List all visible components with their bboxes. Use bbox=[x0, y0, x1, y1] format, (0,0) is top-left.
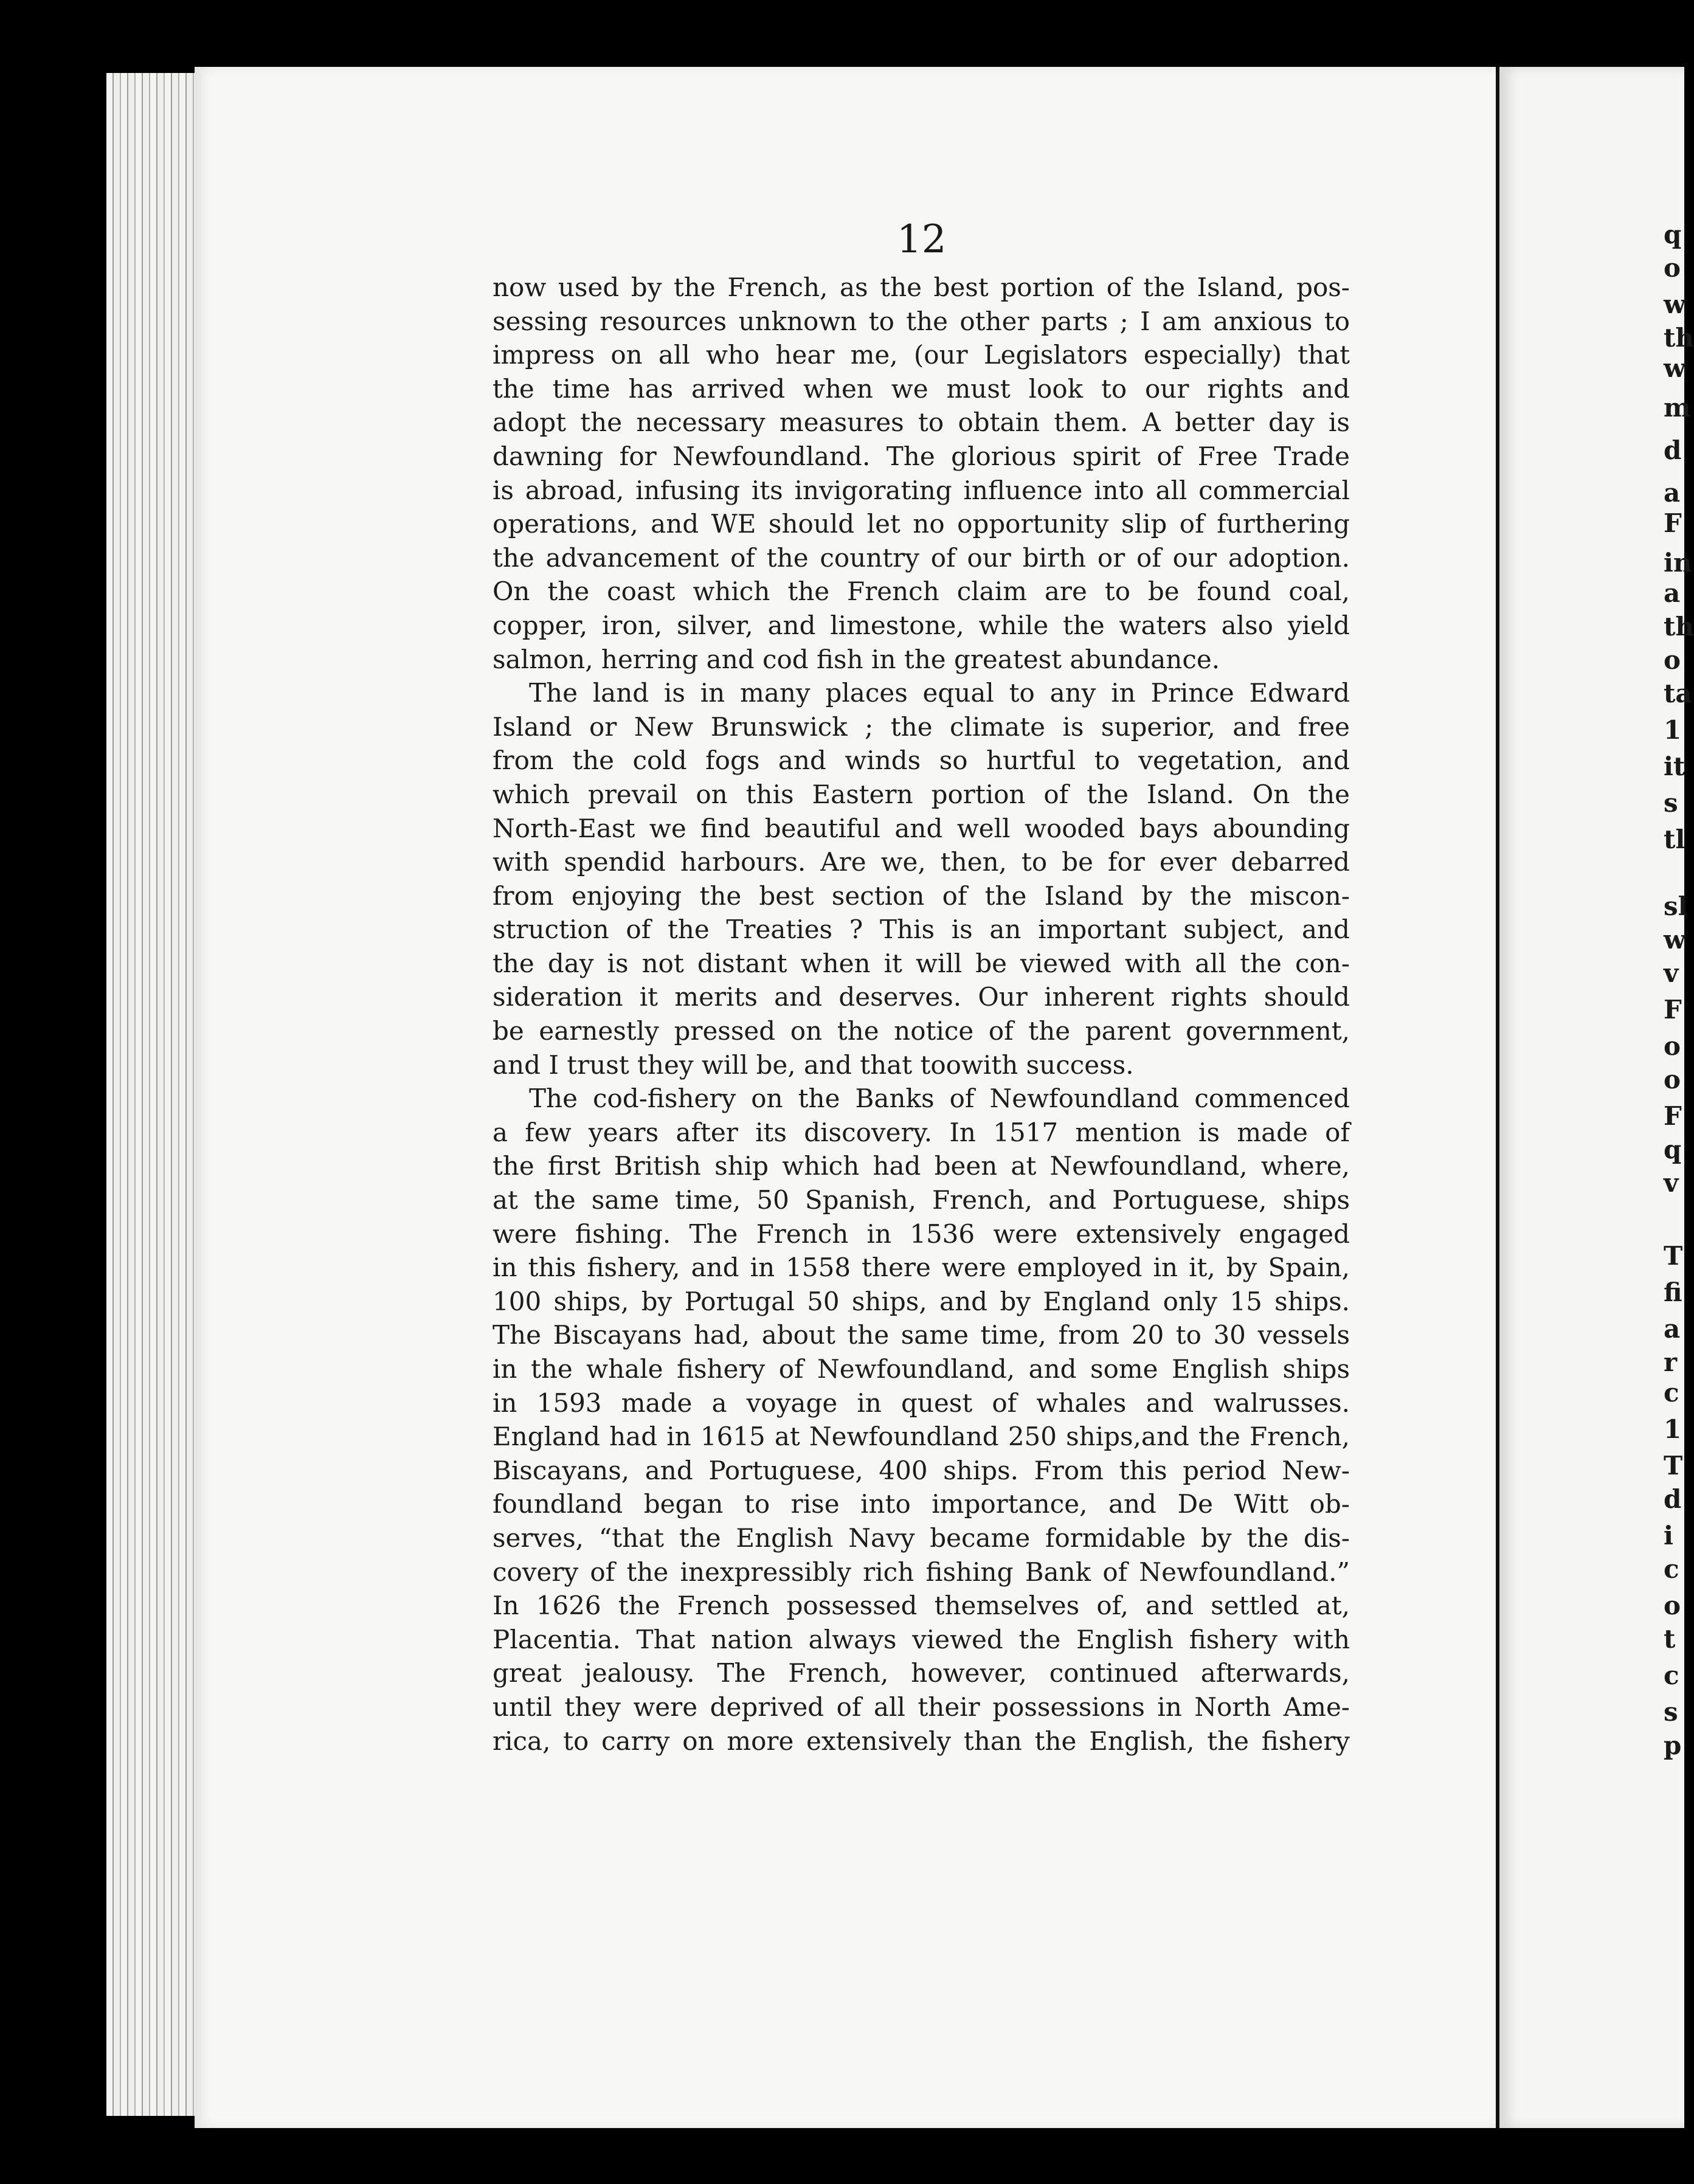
text-line: Biscayans, and Portuguese, 400 ships. From this period New- bbox=[493, 1455, 1350, 1485]
text-line: In 1626 the French possessed themselves of, and settled at, bbox=[493, 1591, 1350, 1621]
text-line: rica, to carry on more extensively than the English, the fishery bbox=[493, 1726, 1350, 1756]
text-line: The Biscayans had, about the same time, from 20 to 30 vessels bbox=[493, 1320, 1350, 1350]
facing-page-fragment: w bbox=[1664, 353, 1686, 383]
facing-page-fragment: v bbox=[1664, 958, 1679, 988]
text-line: operations, and WE should let no opportunity slip of furthering bbox=[493, 509, 1350, 539]
text-line: impress on all who hear me, (our Legislators especially) that bbox=[493, 340, 1350, 370]
facing-page-fragment: th bbox=[1664, 323, 1694, 353]
text-line: be earnestly pressed on the notice of the parent government, bbox=[493, 1016, 1350, 1046]
text-line: in this fishery, and in 1558 there were employed in it, by Spain, bbox=[493, 1253, 1350, 1283]
page-number: 12 bbox=[897, 217, 947, 262]
facing-page-fragment: o bbox=[1664, 1065, 1681, 1094]
text-line: at the same time, 50 Spanish, French, and Portuguese, ships bbox=[493, 1185, 1350, 1215]
facing-page-fragment: c bbox=[1664, 1660, 1679, 1690]
facing-page-fragment: T bbox=[1664, 1451, 1683, 1481]
facing-page-fragment: d bbox=[1664, 1484, 1682, 1514]
text-line: the advancement of the country of our birth or of our adoption. bbox=[493, 542, 1350, 573]
text-line: the first British ship which had been at Newfoundland, where, bbox=[493, 1151, 1350, 1181]
text-line: North-East we find beautiful and well wooded bays abounding bbox=[493, 813, 1350, 843]
text-line: in the whale fishery of Newfoundland, and some English ships bbox=[493, 1354, 1350, 1384]
facing-page-fragment: a bbox=[1664, 578, 1681, 608]
text-line: in 1593 made a voyage in quest of whales and walrusses. bbox=[493, 1387, 1350, 1418]
facing-page-fragment: F bbox=[1664, 1101, 1682, 1131]
facing-page-fragment: it bbox=[1664, 752, 1685, 781]
facing-page bbox=[1496, 67, 1694, 2128]
facing-page-fragment: a bbox=[1664, 478, 1681, 508]
facing-page-fragment: 1 bbox=[1664, 1414, 1682, 1444]
facing-page-fragment: i bbox=[1664, 1521, 1673, 1550]
facing-page-fragment: a bbox=[1664, 1314, 1681, 1344]
facing-page-fragment: sl bbox=[1664, 891, 1688, 921]
text-line: foundland began to rise into importance, and De Witt ob- bbox=[493, 1489, 1350, 1519]
facing-page-fragment: v bbox=[1664, 1168, 1679, 1198]
text-line: Island or New Brunswick ; the climate is superior, and free bbox=[493, 711, 1350, 742]
facing-page-fragment: q bbox=[1664, 219, 1682, 249]
facing-page-fragment: o bbox=[1664, 645, 1681, 675]
facing-page-fragment: th bbox=[1664, 612, 1694, 641]
facing-page-fragment: o bbox=[1664, 1591, 1681, 1620]
text-line: the time has arrived when we must look to our rights and bbox=[493, 373, 1350, 404]
facing-page-fragment: w bbox=[1664, 925, 1686, 955]
facing-page-fragment: c bbox=[1664, 1378, 1679, 1408]
text-line: The cod-fishery on the Banks of Newfoundland commenced bbox=[529, 1083, 1350, 1114]
facing-page-fragment: r bbox=[1664, 1347, 1678, 1377]
facing-page-fragment: o bbox=[1664, 253, 1681, 283]
page-edge-stack bbox=[106, 73, 204, 2116]
text-line: struction of the Treaties ? This is an important subject, and bbox=[493, 914, 1350, 945]
text-line: the day is not distant when it will be viewed with all the con- bbox=[493, 948, 1350, 978]
facing-page-fragment: d bbox=[1664, 435, 1682, 465]
text-line: with spendid harbours. Are we, then, to be for ever debarred bbox=[493, 847, 1350, 877]
text-line: salmon, herring and cod fish in the greatest abundance. bbox=[493, 644, 1220, 674]
facing-page-fragment: c bbox=[1664, 1554, 1679, 1584]
facing-page-fragment: m bbox=[1664, 393, 1691, 423]
facing-page-fragment: fi bbox=[1664, 1277, 1682, 1307]
facing-page-fragment: in bbox=[1664, 548, 1692, 578]
text-line: until they were deprived of all their possessions in North Ame- bbox=[493, 1692, 1350, 1722]
text-line: now used by the French, as the best portion of the Island, pos- bbox=[493, 272, 1350, 302]
text-line: Placentia. That nation always viewed the English fishery with bbox=[493, 1624, 1350, 1654]
text-line: were fishing. The French in 1536 were extensively engaged bbox=[493, 1218, 1350, 1249]
text-line: which prevail on this Eastern portion of the Island. On the bbox=[493, 779, 1350, 809]
text-line: The land is in many places equal to any in Prince Edward bbox=[529, 678, 1350, 708]
facing-page-fragment: w bbox=[1664, 289, 1686, 319]
facing-page-fragment: tl bbox=[1664, 824, 1685, 854]
text-line: sideration it merits and deserves. Our inherent rights should bbox=[493, 982, 1350, 1012]
facing-page-fragment: T bbox=[1664, 1241, 1683, 1271]
facing-page-fragment: 1 bbox=[1664, 715, 1682, 745]
facing-page-fragment: t bbox=[1664, 1624, 1676, 1654]
facing-page-fragment: o bbox=[1664, 1031, 1681, 1061]
text-line: from enjoying the best section of the Island by the miscon- bbox=[493, 880, 1350, 911]
body-text bbox=[493, 271, 1350, 1758]
text-line: 100 ships, by Portugal 50 ships, and by England only 15 ships. bbox=[493, 1286, 1350, 1316]
text-line: sessing resources unknown to the other parts ; I am anxious to bbox=[493, 306, 1350, 336]
text-line: adopt the necessary measures to obtain them. A better day is bbox=[493, 407, 1350, 438]
text-line: from the cold fogs and winds so hurtful to vegetation, and bbox=[493, 745, 1350, 776]
text-line: dawning for Newfoundland. The glorious spirit of Free Trade bbox=[493, 441, 1350, 471]
text-line: a few years after its discovery. In 1517 mention is made of bbox=[493, 1117, 1350, 1147]
facing-page-fragment: p bbox=[1664, 1730, 1682, 1760]
facing-page-fragment: F bbox=[1664, 995, 1682, 1025]
text-line: England had in 1615 at Newfoundland 250 ships,and the French, bbox=[493, 1422, 1350, 1452]
text-line: copper, iron, silver, and limestone, while the waters also yield bbox=[493, 610, 1350, 640]
text-line: is abroad, infusing its invigorating influence into all commercial bbox=[493, 475, 1350, 505]
text-line: On the coast which the French claim are to be found coal, bbox=[493, 576, 1350, 607]
facing-page-fragment: s bbox=[1664, 1697, 1678, 1727]
facing-page-fragment: q bbox=[1664, 1135, 1682, 1164]
facing-page-fragment: F bbox=[1664, 508, 1682, 538]
text-line: great jealousy. The French, however, continued afterwards, bbox=[493, 1658, 1350, 1688]
facing-page-fragment: ta bbox=[1664, 679, 1692, 708]
text-line: and I trust they will be, and that toowith success. bbox=[493, 1049, 1134, 1080]
text-line: covery of the inexpressibly rich fishing Bank of Newfoundland.” bbox=[493, 1557, 1350, 1587]
facing-page-fragment: s bbox=[1664, 788, 1678, 818]
text-line: serves, “that the English Navy became formidable by the dis- bbox=[493, 1522, 1350, 1553]
